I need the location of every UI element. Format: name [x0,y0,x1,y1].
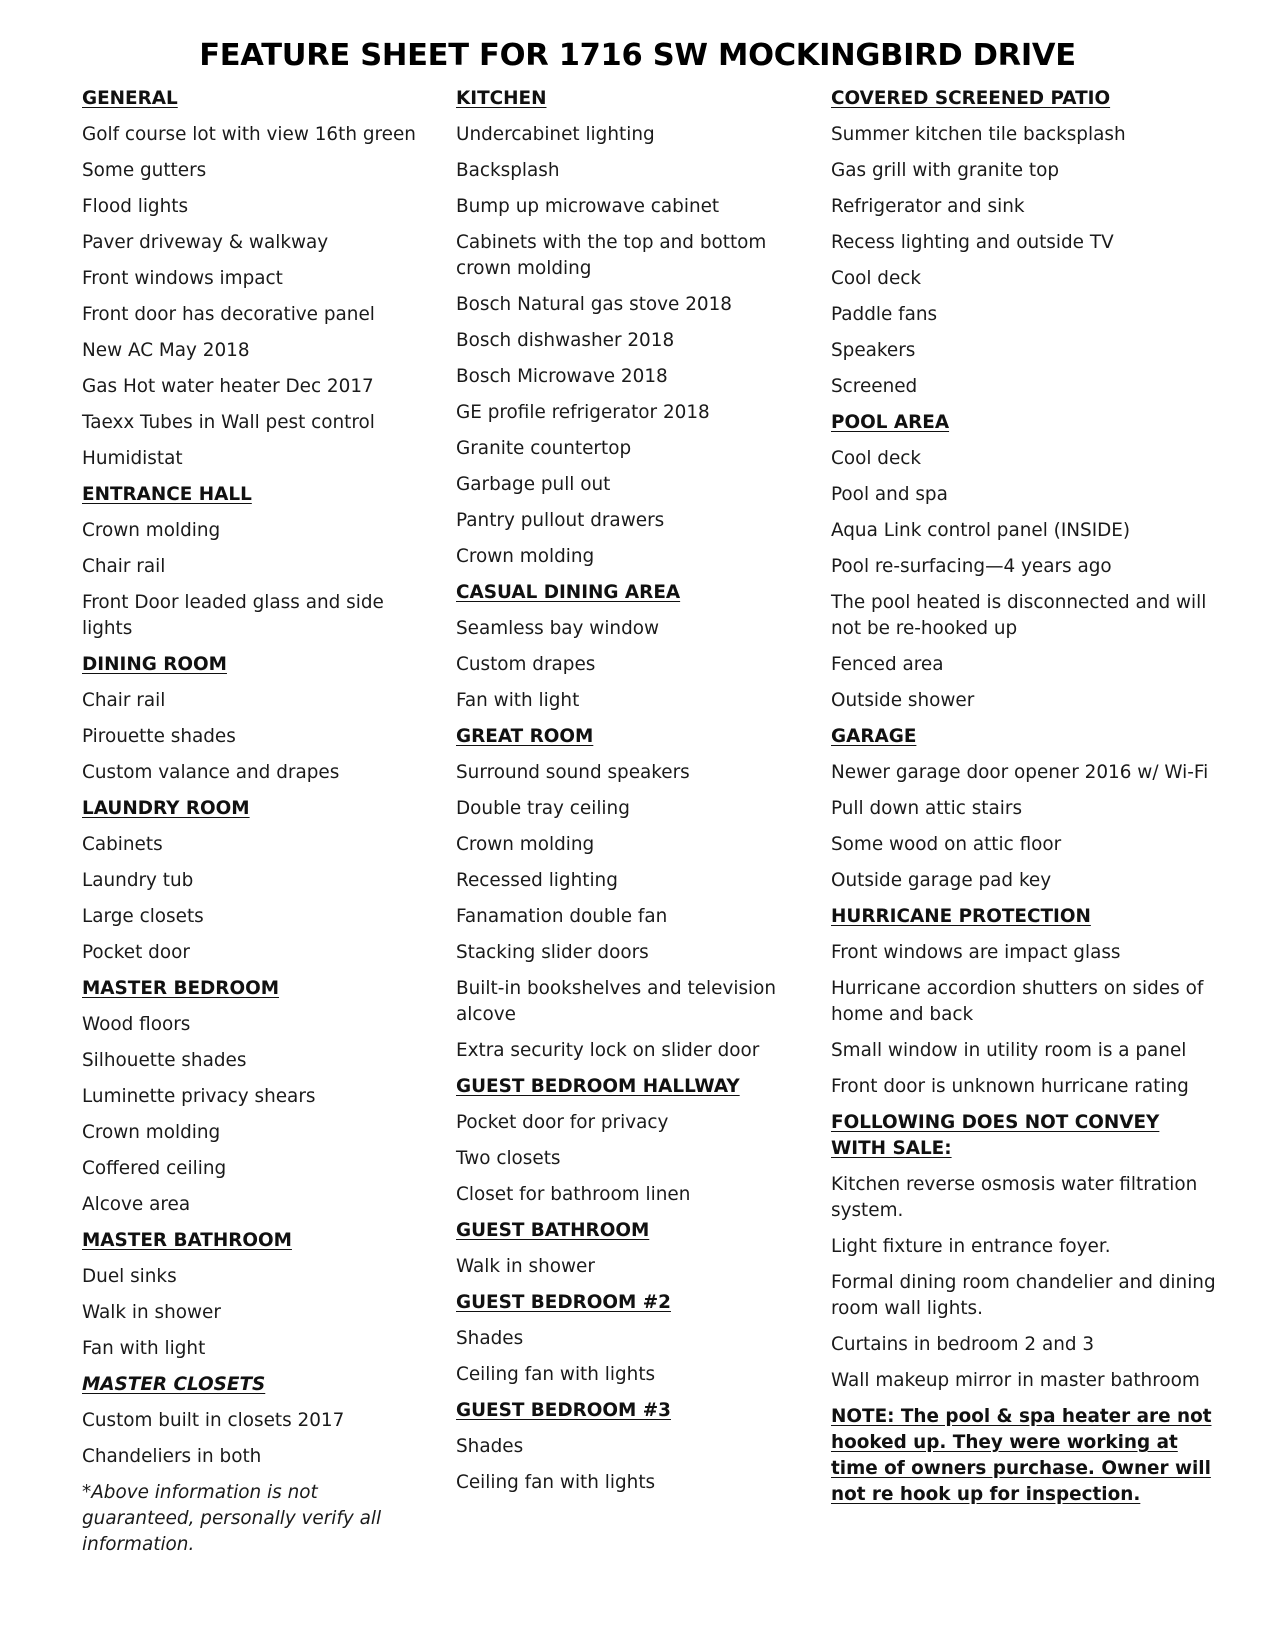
list-item: Recess lighting and outside TV [831,232,1114,253]
list-item: Garbage pull out [456,474,611,495]
list-item: Laundry tub [82,870,194,891]
list-item: Luminette privacy shears [82,1086,316,1107]
list-item: Two closets [456,1148,561,1169]
list-item: Closet for bathroom linen [456,1184,691,1205]
list-item: Small window in utility room is a panel [831,1040,1187,1061]
list-item: Undercabinet lighting [456,124,655,145]
list-item: Bosch dishwasher 2018 [456,330,675,351]
list-item: Large closets [82,906,204,927]
list-item: Front Door leaded glass and side lights [82,592,384,639]
list-item: Pull down attic stairs [831,798,1023,819]
list-item: Speakers [831,340,916,361]
list-item: Double tray ceiling [456,798,630,819]
list-item: Fan with light [456,690,580,711]
list-item: Fanamation double fan [456,906,668,927]
list-item: Stacking slider doors [456,942,649,963]
list-item: Bosch Microwave 2018 [456,366,668,387]
list-item: Shades [456,1436,524,1457]
list-item: Gas Hot water heater Dec 2017 [82,376,374,397]
list-item: New AC May 2018 [82,340,250,361]
list-item: Pool and spa [831,484,948,505]
list-item: Cool deck [831,268,922,289]
section-heading-master-bathroom: MASTER BATHROOM [82,1230,292,1251]
list-item: Outside garage pad key [831,870,1052,891]
list-item: Bosch Natural gas stove 2018 [456,294,733,315]
section-heading-guest-bedroom-2: GUEST BEDROOM #2 [456,1292,671,1313]
list-item: Walk in shower [82,1302,221,1323]
list-item: Fenced area [831,654,944,675]
list-item: Custom built in closets 2017 [82,1410,345,1431]
list-item: Custom drapes [456,654,596,675]
list-item: Front door has decorative panel [82,304,375,325]
list-item: Front door is unknown hurricane rating [831,1076,1189,1097]
section-heading-hurricane-protection: HURRICANE PROTECTION [831,906,1091,927]
list-item: Crown molding [456,834,595,855]
list-item: Formal dining room chandelier and dining room wall lights. [831,1272,1216,1319]
list-item: Cabinets with the top and bottom crown molding [456,232,767,279]
list-item: Crown molding [456,546,595,567]
list-item: Pantry pullout drawers [456,510,665,531]
section-heading-great-room: GREAT ROOM [456,726,594,747]
list-item: Duel sinks [82,1266,177,1287]
list-item: Cabinets [82,834,163,855]
list-item: Shades [456,1328,524,1349]
list-item: Ceiling fan with lights [456,1472,656,1493]
list-item: Outside shower [831,690,975,711]
pool-heater-note: NOTE: The pool & spa heater are not hooked up. They were working at time of owners purchase. Owner will not re hook up for inspection. [831,1406,1212,1505]
column-1 [82,81,417,1563]
list-item: Chair rail [82,556,166,577]
section-heading-laundry-room: LAUNDRY ROOM [82,798,250,819]
list-item: Humidistat [82,448,183,469]
list-item: Screened [831,376,918,397]
section-heading-entrance-hall: ENTRANCE HALL [82,484,252,505]
list-item: Chair rail [82,690,166,711]
list-item: Backsplash [456,160,560,181]
list-item: Newer garage door opener 2016 w/ Wi-Fi [831,762,1209,783]
list-item: Hurricane accordion shutters on sides of home and back [831,978,1204,1025]
disclaimer-note: *Above information is not guaranteed, personally verify all information. [82,1482,382,1555]
list-item: Pocket door [82,942,190,963]
list-item: Silhouette shades [82,1050,247,1071]
list-item: Wall makeup mirror in master bathroom [831,1370,1200,1391]
list-item: Crown molding [82,1122,221,1143]
list-item: Paver driveway & walkway [82,232,329,253]
column-2 [456,81,816,1501]
list-item: Coffered ceiling [82,1158,227,1179]
list-item: Alcove area [82,1194,191,1215]
list-item: Walk in shower [456,1256,595,1277]
list-item: Taexx Tubes in Wall pest control [82,412,375,433]
list-item: Ceiling fan with lights [456,1364,656,1385]
list-item: Custom valance and drapes [82,762,340,783]
list-item: Some gutters [82,160,207,181]
section-heading-general: GENERAL [82,88,178,109]
section-heading-casual-dining-area: CASUAL DINING AREA [456,582,681,603]
list-item: GE profile refrigerator 2018 [456,402,710,423]
list-item: Pirouette shades [82,726,236,747]
list-item: Kitchen reverse osmosis water filtration system. [831,1174,1198,1221]
list-item: Summer kitchen tile backsplash [831,124,1126,145]
list-item: Refrigerator and sink [831,196,1025,217]
list-item: Flood lights [82,196,189,217]
list-item: Seamless bay window [456,618,660,639]
list-item: Light fixture in entrance foyer. [831,1236,1111,1257]
section-heading-guest-bedroom-hallway: GUEST BEDROOM HALLWAY [456,1076,740,1097]
section-heading-guest-bedroom-3: GUEST BEDROOM #3 [456,1400,671,1421]
list-item: Extra security lock on slider door [456,1040,760,1061]
section-heading-pool-area: POOL AREA [831,412,950,433]
list-item: Front windows impact [82,268,283,289]
list-item: Wood floors [82,1014,191,1035]
section-heading-garage: GARAGE [831,726,917,747]
list-item: Front windows are impact glass [831,942,1121,963]
section-heading-kitchen: KITCHEN [456,88,547,109]
list-item: Pocket door for privacy [456,1112,669,1133]
list-item: Granite countertop [456,438,632,459]
list-item: Pool re-surfacing—4 years ago [831,556,1112,577]
list-item: Gas grill with granite top [831,160,1059,181]
section-heading-master-closets: MASTER CLOSETS [82,1374,266,1395]
list-item: Some wood on attic floor [831,834,1062,855]
list-item: Paddle fans [831,304,938,325]
list-item: Chandeliers in both [82,1446,262,1467]
list-item: The pool heated is disconnected and will not be re-hooked up [831,592,1207,639]
list-item: Golf course lot with view 16th green [82,124,416,145]
list-item: Crown molding [82,520,221,541]
list-item: Curtains in bedroom 2 and 3 [831,1334,1095,1355]
section-heading-does-not-convey: FOLLOWING DOES NOT CONVEY WITH SALE: [831,1112,1160,1159]
list-item: Cool deck [831,448,922,469]
list-item: Bump up microwave cabinet [456,196,720,217]
list-item: Surround sound speakers [456,762,690,783]
section-heading-master-bedroom: MASTER BEDROOM [82,978,280,999]
page-title: FEATURE SHEET FOR 1716 SW MOCKINGBIRD DRIVE [199,38,1076,73]
list-item: Fan with light [82,1338,206,1359]
list-item: Built-in bookshelves and television alcove [456,978,777,1025]
list-item: Recessed lighting [456,870,618,891]
list-item: Aqua Link control panel (INSIDE) [831,520,1131,541]
section-heading-guest-bathroom: GUEST BATHROOM [456,1220,650,1241]
section-heading-covered-screened-patio: COVERED SCREENED PATIO [831,88,1111,109]
column-3 [831,81,1216,1513]
section-heading-dining-room: DINING ROOM [82,654,227,675]
